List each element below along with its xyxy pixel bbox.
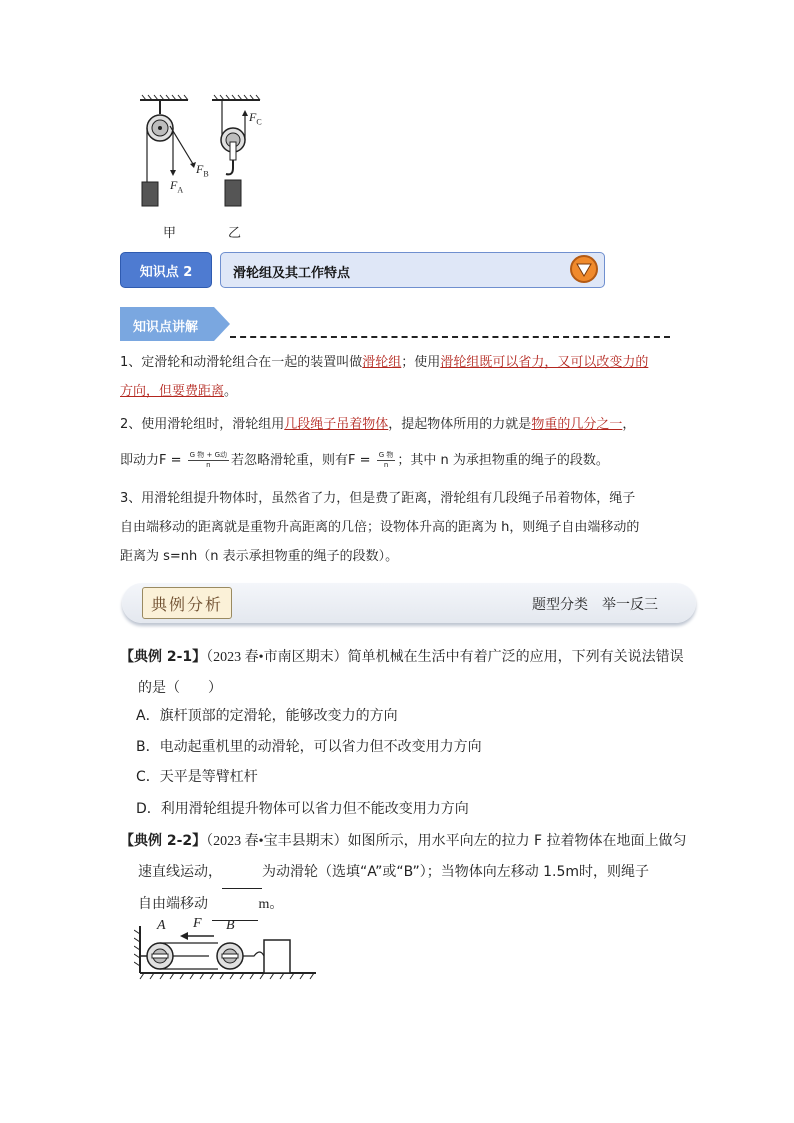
force-label-fa: $F_A$ — [170, 178, 184, 195]
paragraph-3: 3、用滑轮组提升物体时，虽然省了力，但是费了距离，滑轮组有几段绳子吊着物体，绳子 自由端移动的距离就是重物升高距离的几倍；设物体升高的距离为 h，则绳子自由端移动的 距离为 s=nh（n 表示承担物重的绳子的段数）。 — [120, 491, 640, 564]
example-subtitle: 题型分类 举一反三 — [532, 597, 658, 613]
explain-tag-label: 知识点讲解 — [133, 320, 199, 335]
option-a[interactable]: A．旗杆顶部的定滑轮，能够改变力的方向 — [136, 708, 398, 724]
dotted-divider — [230, 336, 670, 338]
question-2-2: 【典例 2-2】（2023 春•宝丰县期末）如图所示，用水平向左的拉力 F 拉着物体在地面上做匀 速直线运动， 为动滑轮（选填“A”或“B”）；当物体向左移动 1.5m时，则绳子 自由端移动 m。 — [120, 826, 690, 921]
fraction-object-weight: $\frac{\text{G 物}}{n}$ — [378, 451, 394, 469]
caption-jia: 甲 — [163, 226, 177, 241]
pulley-label-a: A — [157, 918, 166, 933]
paragraph-2: 2、使用滑轮组时，滑轮组用几段绳子吊着物体，提起物体所用的力就是物重的几分之一， — [120, 417, 636, 432]
paragraph-2-formula: 即动力F = $\frac{\text{G 物 + G动}}{n}$ 若忽略滑轮重，则有F = $\frac{\text{G 物}}{n}$ ；其中 n 为承担物重的绳子的段数。 — [120, 451, 609, 469]
option-c[interactable]: C．天平是等臂杠杆 — [136, 769, 258, 785]
answer-blank-2[interactable] — [212, 889, 258, 921]
force-label-f: F — [193, 916, 202, 931]
paragraph-1: 1、定滑轮和动滑轮组合在一起的装置叫做滑轮组；使用滑轮组既可以省力，又可以改变力的 方向，但要费距离。 — [120, 355, 649, 399]
answer-blank-1[interactable] — [222, 857, 262, 889]
option-b[interactable]: B．电动起重机里的动滑轮，可以省力但不改变用力方向 — [136, 739, 482, 755]
option-d[interactable]: D．利用滑轮组提升物体可以省力但不能改变用力方向 — [136, 801, 469, 817]
fraction-total-weight: $\frac{\text{G 物 + G动}}{n}$ — [189, 451, 228, 469]
force-label-fb: $F_B$ — [196, 162, 209, 179]
example-label: 典例分析 — [142, 587, 232, 619]
pulley-label-b: B — [226, 918, 235, 933]
knowledge-point-bar[interactable] — [220, 252, 605, 288]
expand-triangle-icon[interactable] — [570, 255, 598, 283]
knowledge-point-title: 滑轮组及其工作特点 — [233, 266, 351, 281]
knowledge-point-badge: 知识点 2 — [120, 252, 212, 288]
force-label-fc: $F_C$ — [249, 110, 262, 127]
question-2-1: 【典例 2-1】（2023 春•市南区期末）简单机械在生活中有着广泛的应用，下列有关说法错误 的是（ ） — [120, 649, 684, 696]
caption-yi: 乙 — [228, 226, 242, 241]
example-banner — [122, 583, 696, 623]
